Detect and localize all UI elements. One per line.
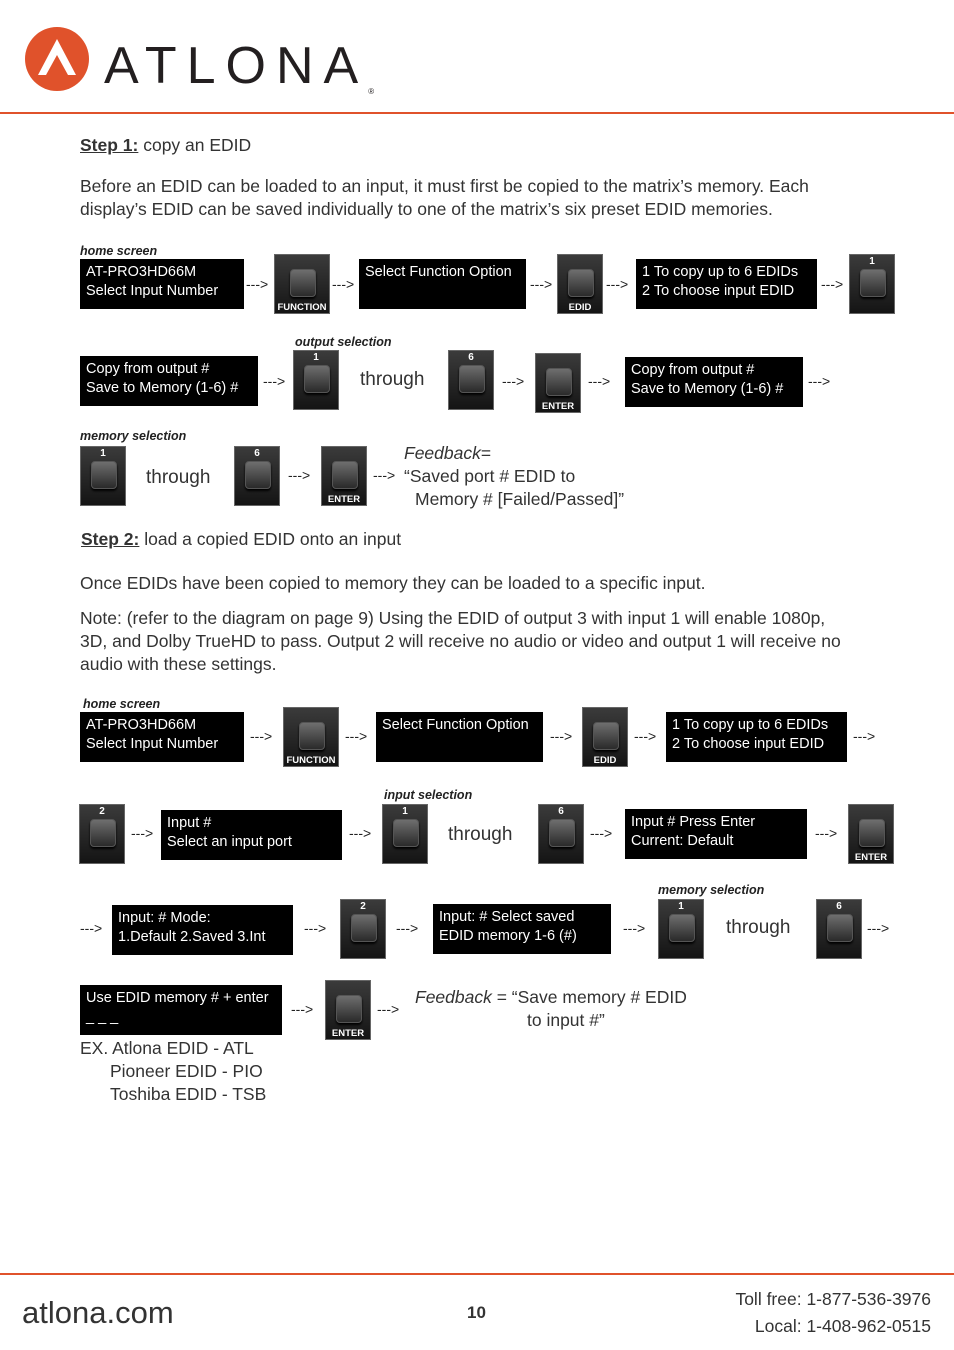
arrow: ---> bbox=[373, 467, 396, 483]
button-cap bbox=[290, 269, 316, 297]
header-rule bbox=[0, 112, 954, 114]
lcd-line: EDID memory 1-6 (#) bbox=[439, 928, 577, 944]
feedback-label: Feedback bbox=[404, 443, 481, 463]
arrow: ---> bbox=[623, 920, 646, 936]
arrow: ---> bbox=[246, 276, 269, 292]
brand-wordmark bbox=[104, 36, 374, 96]
button-cap bbox=[546, 368, 572, 396]
arrow: ---> bbox=[590, 825, 613, 841]
lcd-line: _ _ _ bbox=[86, 1009, 119, 1025]
arrow: ---> bbox=[250, 728, 273, 744]
button-cap bbox=[827, 914, 853, 942]
arrow: ---> bbox=[304, 920, 327, 936]
through-text: through bbox=[360, 369, 425, 390]
output-selection-label: output selection bbox=[295, 335, 392, 349]
arrow: ---> bbox=[80, 920, 103, 936]
local-phone: Local: 1-408-962-0515 bbox=[754, 1316, 931, 1336]
button-1[interactable] bbox=[849, 254, 895, 314]
lcd-line: Select Function Option bbox=[365, 264, 512, 280]
arrow: ---> bbox=[396, 920, 419, 936]
arrow: ---> bbox=[345, 728, 368, 744]
button-cap bbox=[669, 914, 695, 942]
memory-selection-label: memory selection bbox=[80, 429, 187, 443]
example-line: Pioneer EDID - PIO bbox=[110, 1061, 263, 1081]
arrow: ---> bbox=[588, 373, 611, 389]
button-2[interactable] bbox=[340, 899, 386, 959]
toll-free: Toll free: 1-877-536-3976 bbox=[735, 1289, 931, 1309]
lcd-line: Input: # Select saved bbox=[439, 909, 575, 925]
lcd-line: 1 To copy up to 6 EDIDs bbox=[642, 264, 799, 280]
button-cap bbox=[593, 722, 619, 750]
button-cap bbox=[90, 819, 116, 847]
enter-button[interactable] bbox=[848, 804, 894, 864]
enter-button-label: ENTER bbox=[854, 852, 888, 863]
step1-title-text: copy an EDID bbox=[138, 135, 252, 155]
step2-note-line1: Note: (refer to the diagram on page 9) Using the EDID of output 3 with input 1 will enable 1080p, bbox=[80, 608, 826, 628]
button-cap bbox=[245, 461, 271, 489]
function-button-label: FUNCTION bbox=[277, 302, 327, 313]
button-cap bbox=[859, 819, 885, 847]
feedback-line: “Saved port # EDID to bbox=[404, 466, 576, 486]
button-cap bbox=[351, 914, 377, 942]
lcd-line: Input # Press Enter bbox=[631, 814, 756, 830]
button-number: 1 bbox=[678, 901, 684, 912]
button-1[interactable] bbox=[658, 899, 704, 959]
memory-selection-label: memory selection bbox=[658, 883, 765, 897]
lcd-input-mode bbox=[112, 905, 293, 955]
button-6[interactable] bbox=[816, 899, 862, 959]
enter-button-label: ENTER bbox=[327, 494, 361, 505]
lcd-copy-from-output bbox=[625, 357, 803, 407]
lcd-line: Select Input Number bbox=[86, 736, 219, 752]
function-button-label: FUNCTION bbox=[286, 755, 336, 766]
lcd-line: AT-PRO3HD66M bbox=[86, 264, 197, 280]
page-number: 10 bbox=[467, 1303, 486, 1322]
footer-contact bbox=[735, 1286, 931, 1340]
button-1[interactable] bbox=[293, 350, 339, 410]
arrow: ---> bbox=[332, 276, 355, 292]
arrow: ---> bbox=[377, 1001, 400, 1017]
lcd-select-saved bbox=[433, 904, 611, 954]
lcd-line: 2 To choose input EDID bbox=[672, 736, 825, 752]
arrow: ---> bbox=[288, 467, 311, 483]
lcd-copy-choose bbox=[636, 259, 817, 309]
lcd-line: Select an input port bbox=[167, 834, 292, 850]
button-1[interactable] bbox=[382, 804, 428, 864]
button-number: 1 bbox=[402, 806, 408, 817]
arrow: ---> bbox=[821, 276, 844, 292]
step2-label: Step 2: bbox=[81, 529, 140, 549]
edid-button-label: EDID bbox=[568, 302, 592, 313]
lcd-line: Save to Memory (1-6) # bbox=[631, 381, 784, 397]
step2-paragraph: Once EDIDs have been copied to memory they can be loaded to a specific input. bbox=[80, 573, 706, 593]
step2-title bbox=[81, 529, 401, 550]
button-cap bbox=[568, 269, 594, 297]
step1-paragraph-line2: display’s EDID can be saved individually to one of the matrix’s six preset EDID memories. bbox=[80, 199, 773, 219]
arrow: ---> bbox=[867, 920, 890, 936]
home-screen-label: home screen bbox=[80, 244, 158, 258]
step1-paragraph-line1: Before an EDID can be loaded to an input, it must first be copied to the matrix’s memory. Each bbox=[80, 176, 809, 196]
step2-note-line2: 3D, and Dolby TrueHD to pass. Output 2 will receive no audio or video and output 1 will receive no bbox=[80, 631, 841, 651]
step2-note-line3: audio with these settings. bbox=[80, 654, 277, 674]
enter-button[interactable] bbox=[321, 446, 367, 506]
arrow: ---> bbox=[349, 825, 372, 841]
example-line: EX. Atlona EDID - ATL bbox=[80, 1038, 254, 1058]
brand-name: ATLONA bbox=[104, 37, 369, 95]
lcd-line: Current: Default bbox=[631, 833, 734, 849]
arrow: ---> bbox=[131, 825, 154, 841]
enter-button[interactable] bbox=[325, 980, 371, 1040]
button-6[interactable] bbox=[234, 446, 280, 506]
lcd-line: 1 To copy up to 6 EDIDs bbox=[672, 717, 829, 733]
lcd-line: Copy from output # bbox=[86, 361, 210, 377]
lcd-select-input bbox=[161, 810, 342, 860]
registered-mark: ® bbox=[368, 87, 375, 96]
feedback-line: Memory # [Failed/Passed]” bbox=[415, 489, 625, 509]
arrow: ---> bbox=[634, 728, 657, 744]
arrow: ---> bbox=[530, 276, 553, 292]
button-number: 6 bbox=[836, 901, 842, 912]
footer-site: atlona.com bbox=[22, 1295, 174, 1330]
lcd-line: AT-PRO3HD66M bbox=[86, 717, 197, 733]
lcd-line: Select Function Option bbox=[382, 717, 529, 733]
button-cap bbox=[299, 722, 325, 750]
arrow: ---> bbox=[853, 728, 876, 744]
button-cap bbox=[860, 269, 886, 297]
step1-title bbox=[80, 135, 251, 156]
button-6[interactable] bbox=[448, 350, 494, 410]
lcd-home-screen bbox=[80, 259, 244, 309]
arrow: ---> bbox=[291, 1001, 314, 1017]
button-number: 6 bbox=[468, 352, 474, 363]
atlona-logo-icon bbox=[22, 25, 92, 98]
button-number: 1 bbox=[869, 256, 875, 267]
lcd-line: Input # bbox=[167, 815, 212, 831]
feedback-eq: = bbox=[480, 443, 492, 463]
button-cap bbox=[549, 819, 575, 847]
arrow: ---> bbox=[808, 373, 831, 389]
button-2[interactable] bbox=[79, 804, 125, 864]
arrow: ---> bbox=[550, 728, 573, 744]
lcd-line: 2 To choose input EDID bbox=[642, 283, 795, 299]
button-cap bbox=[332, 461, 358, 489]
lcd-copy-choose bbox=[666, 712, 847, 762]
button-number: 1 bbox=[100, 448, 106, 459]
lcd-select-function bbox=[376, 712, 543, 762]
feedback-line: to input #” bbox=[527, 1010, 605, 1030]
edid-button[interactable] bbox=[557, 254, 603, 314]
example-line: Toshiba EDID - TSB bbox=[110, 1084, 267, 1104]
lcd-copy-from-output bbox=[80, 356, 258, 406]
button-number: 6 bbox=[558, 806, 564, 817]
through-text: through bbox=[146, 467, 211, 488]
button-1[interactable] bbox=[80, 446, 126, 506]
button-6[interactable] bbox=[538, 804, 584, 864]
edid-examples bbox=[80, 1037, 266, 1106]
button-cap bbox=[336, 995, 362, 1023]
enter-button-label: ENTER bbox=[541, 401, 575, 412]
enter-button-label: ENTER bbox=[331, 1028, 365, 1039]
button-number: 6 bbox=[254, 448, 260, 459]
function-button[interactable] bbox=[283, 707, 339, 767]
step1-label: Step 1: bbox=[80, 135, 139, 155]
button-cap bbox=[459, 365, 485, 393]
through-text: through bbox=[726, 917, 791, 938]
arrow: ---> bbox=[263, 373, 286, 389]
lcd-home-screen bbox=[80, 712, 244, 762]
through-text: through bbox=[448, 824, 513, 845]
lcd-line: 1.Default 2.Saved 3.Int bbox=[118, 929, 266, 945]
lcd-select-function bbox=[359, 259, 526, 309]
edid-button-label: EDID bbox=[593, 755, 617, 766]
edid-button[interactable] bbox=[582, 707, 628, 767]
footer-rule bbox=[0, 1273, 954, 1275]
button-cap bbox=[91, 461, 117, 489]
step2-title-text: load a copied EDID onto an input bbox=[139, 529, 402, 549]
lcd-line: Select Input Number bbox=[86, 283, 219, 299]
input-selection-label: input selection bbox=[384, 788, 473, 802]
feedback-line: = “Save memory # EDID bbox=[491, 987, 687, 1007]
step2-feedback bbox=[415, 986, 687, 1032]
lcd-line: Copy from output # bbox=[631, 362, 755, 378]
arrow: ---> bbox=[815, 825, 838, 841]
button-number: 2 bbox=[360, 901, 366, 912]
arrow: ---> bbox=[606, 276, 629, 292]
button-number: 2 bbox=[99, 806, 105, 817]
button-cap bbox=[393, 819, 419, 847]
lcd-line: Save to Memory (1-6) # bbox=[86, 380, 239, 396]
step1-feedback bbox=[404, 442, 624, 511]
lcd-use-edid-memory bbox=[80, 985, 282, 1035]
button-cap bbox=[304, 365, 330, 393]
function-button[interactable] bbox=[274, 254, 330, 314]
arrow: ---> bbox=[502, 373, 525, 389]
button-number: 1 bbox=[313, 352, 319, 363]
feedback-label: Feedback bbox=[415, 987, 492, 1007]
lcd-line: Use EDID memory # + enter bbox=[86, 990, 269, 1006]
lcd-press-enter bbox=[625, 809, 807, 859]
lcd-line: Input: # Mode: bbox=[118, 910, 211, 926]
home-screen-label: home screen bbox=[83, 697, 161, 711]
enter-button[interactable] bbox=[535, 353, 581, 413]
